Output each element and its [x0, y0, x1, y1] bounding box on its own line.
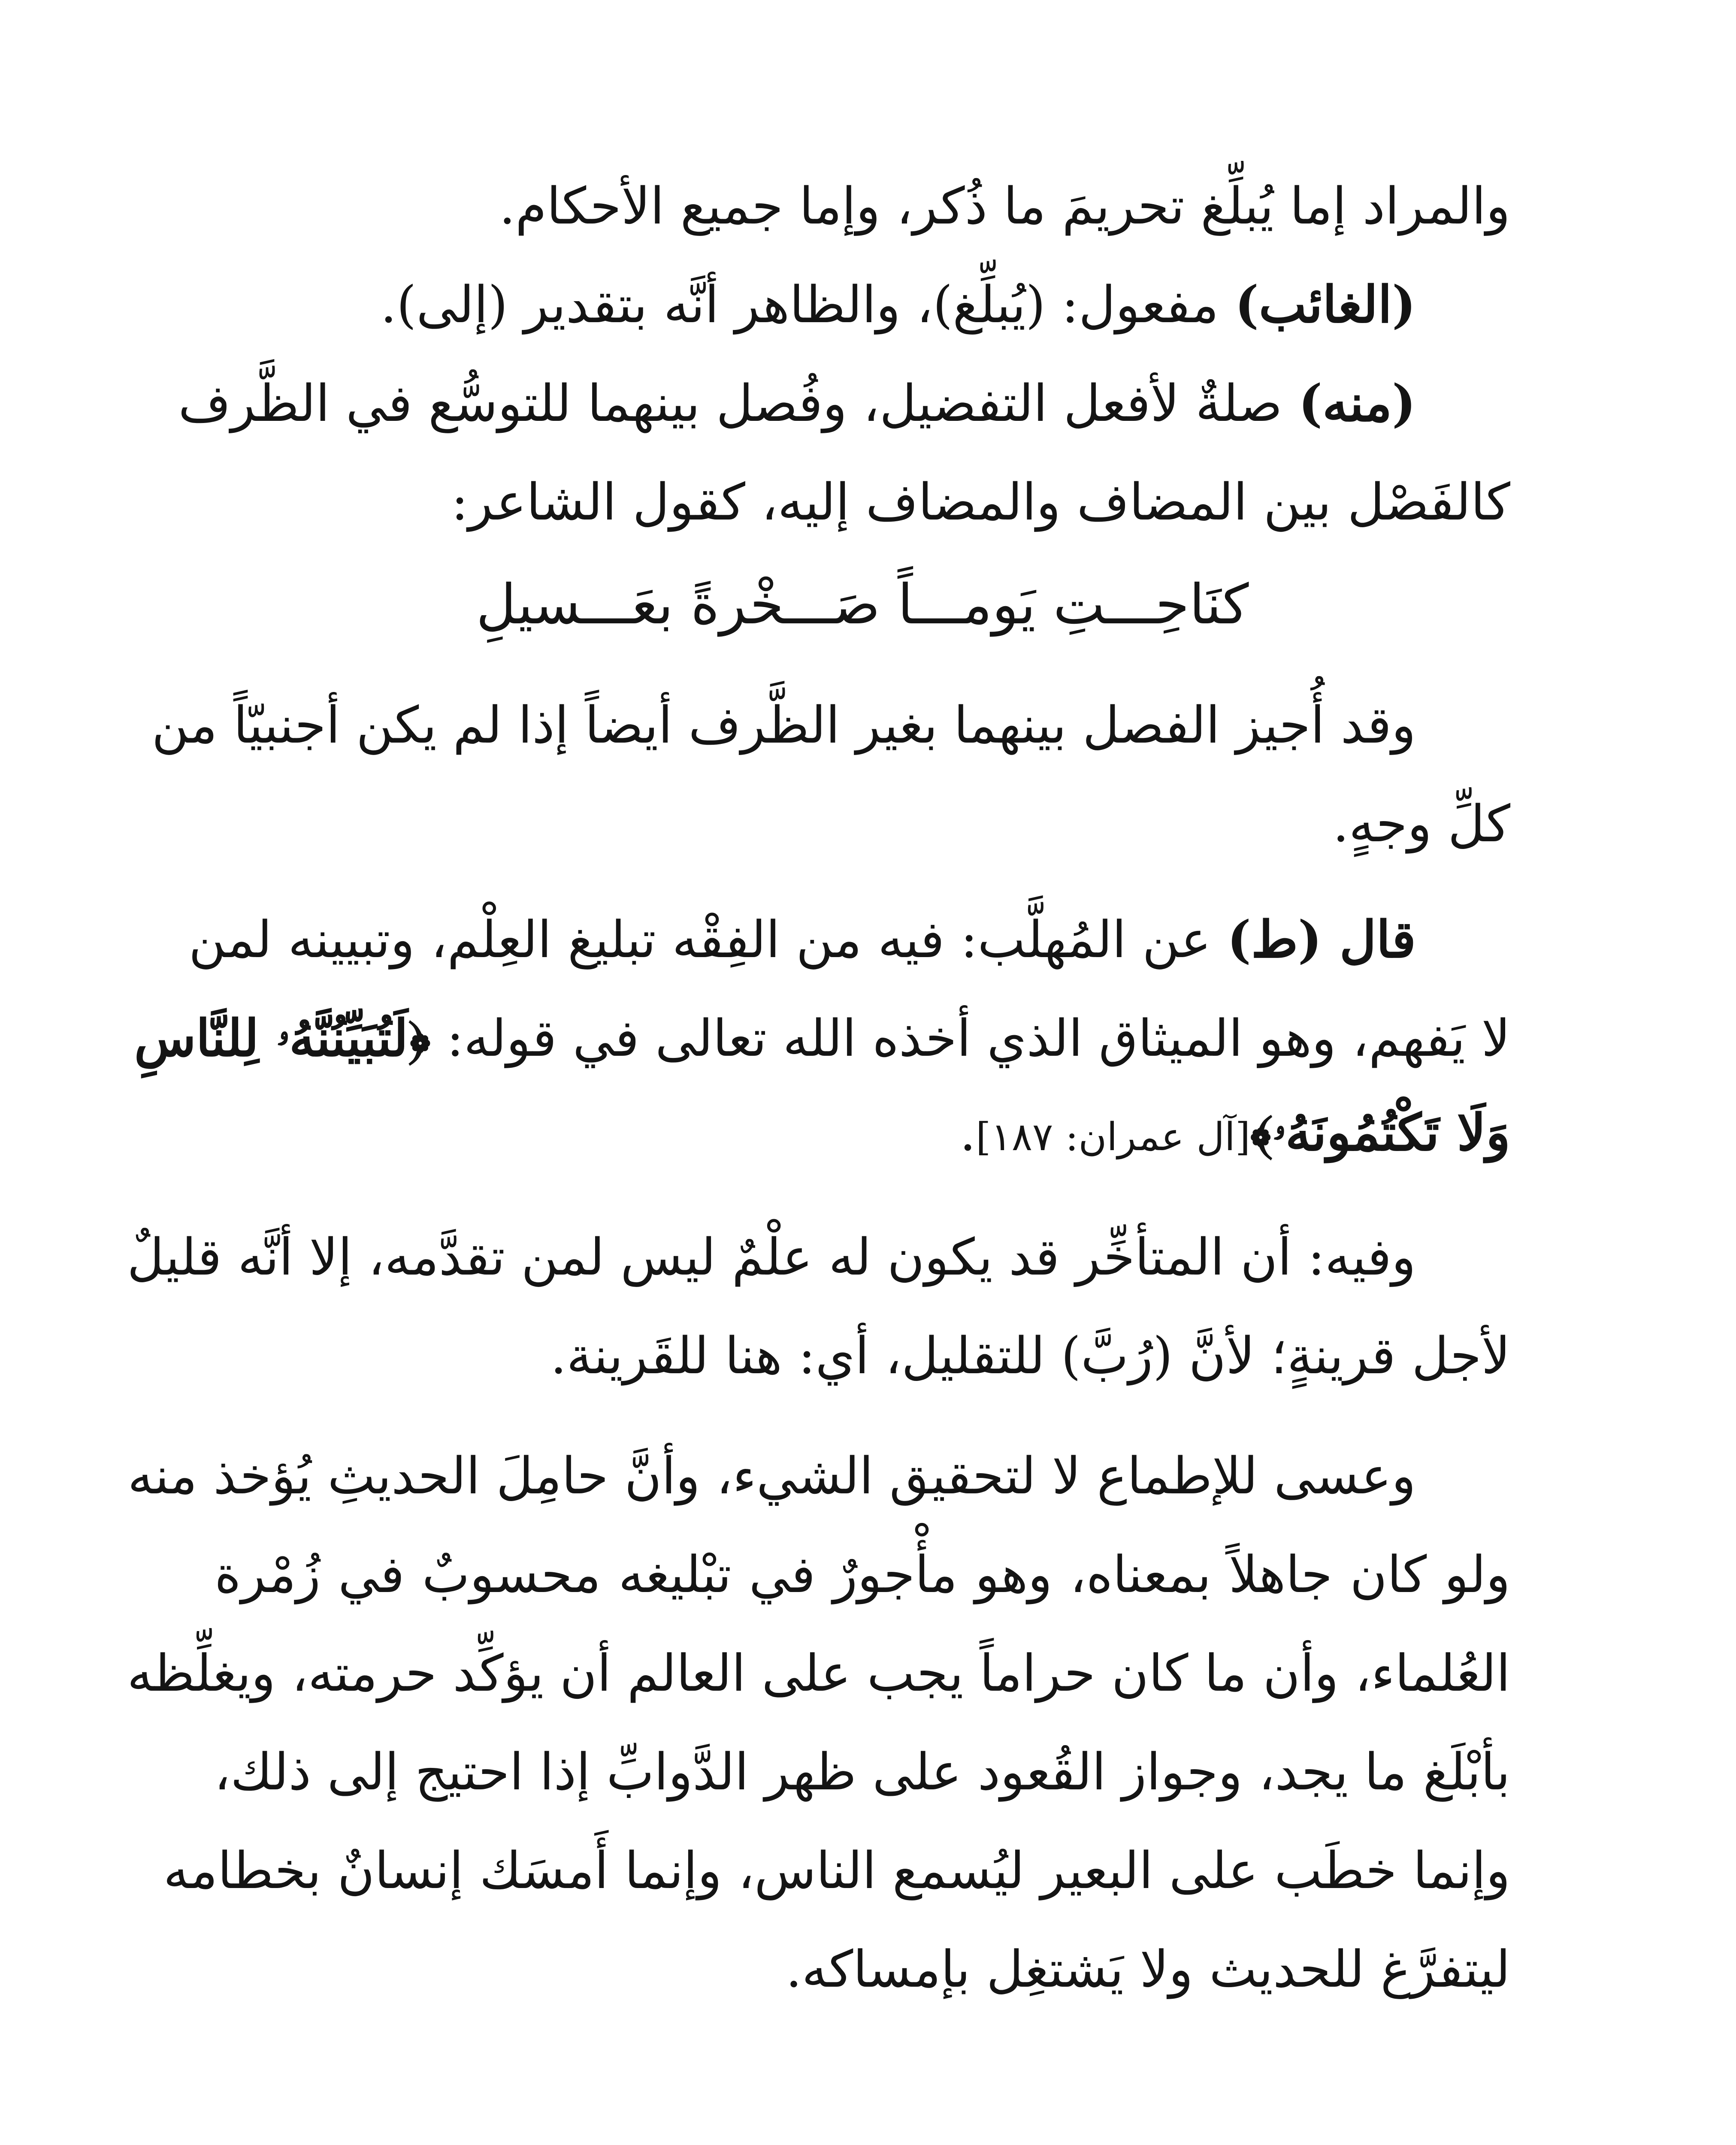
text-line: [215, 262, 1510, 347]
line-text: صلةٌ لأفعل التفضيل، وفُصل بينهما للتوسُّع في الظَّرف: [178, 374, 1299, 433]
line-text: كالفَصْل بين المضاف والمضاف إليه، كقول الشاعر:: [451, 472, 1510, 532]
text-line: [215, 1313, 1510, 1399]
line-text: لا يَفهم، وهو الميثاق الذي أخذه الله تعالى في قوله:: [430, 1009, 1510, 1068]
line-text: بأبْلَغ ما يجد، وجواز القُعود على ظهر الدَّوابِّ إذا احتيج إلى ذلك،: [214, 1742, 1510, 1801]
text-line: [188, 897, 1510, 982]
text-line: [215, 1926, 1510, 2012]
bold-term: قال (ط): [1227, 909, 1416, 969]
quran-verse: ﴿لَتُبَيِّنُنَّهُۥ لِلنَّاسِ: [134, 1008, 431, 1068]
line-text: .: [959, 1103, 976, 1162]
line-text: العُلماء، وأن ما كان حراماً يجب على العالم أن يؤكِّد حرمته، ويغلِّظه: [127, 1643, 1510, 1703]
line-text: كلِّ وجهٍ.: [1333, 794, 1510, 853]
bold-term: (الغائب): [1235, 275, 1416, 334]
text-line: [127, 1214, 1510, 1300]
text-line: [215, 1090, 1510, 1180]
book-page: [127, 163, 1510, 2145]
text-line: [215, 1729, 1510, 1815]
line-text: ولو كان جاهلاً بمعناه، وهو مأْجورٌ في تبْليغه محسوبٌ في زُمْرة: [215, 1545, 1510, 1604]
line-text: وقد أُجيز الفصل بينهما بغير الظَّرف أيضاً إذا لم يكن أجنبيّاً من: [151, 695, 1416, 755]
text-line: [215, 781, 1510, 867]
line-text: والمراد إما يُبلِّغ تحريمَ ما ذُكر، وإما جميع الأحكام.: [499, 176, 1510, 236]
verse-text: كنَاحِـــتِ يَومـــاً صَـــخْرةً بعَـــسيلِ: [476, 573, 1249, 637]
text-line: [163, 1828, 1510, 1913]
text-line: [215, 459, 1510, 545]
poetry-verse: [215, 562, 1510, 648]
line-text: عن المُهلَّب: فيه من الفِقْه تبليغ العِلْم، وتبيينه لمن: [188, 910, 1228, 969]
text-line: [134, 995, 1510, 1081]
line-text: وإنما خطَب على البعير ليُسمع الناس، وإنما أَمسَك إنسانٌ بخطامه: [163, 1841, 1510, 1900]
text-line: [151, 682, 1510, 768]
line-text: وعسى للإطماع لا لتحقيق الشيء، وأنَّ حامِلَ الحديثِ يُؤخذ منه: [127, 1446, 1416, 1505]
text-line: [178, 360, 1510, 446]
text-line: [127, 1433, 1510, 1519]
text-line: [215, 163, 1510, 249]
text-line: [127, 1630, 1510, 1716]
line-text: ليتفرَّغ للحديث ولا يَشتغِل بإمساكه.: [786, 1940, 1510, 1999]
text-line: [215, 1532, 1510, 1617]
quran-reference: [آل عمران: ١٨٧]: [976, 1115, 1250, 1160]
bold-term: (منه): [1298, 373, 1416, 433]
line-text: وفيه: أن المتأخِّر قد يكون له علْمٌ ليس لمن تقدَّمه، إلا أنَّه قليلٌ: [127, 1227, 1416, 1287]
line-text: مفعول: (يُبلِّغ)، والظاهر أنَّه بتقدير (إلى).: [380, 275, 1235, 334]
quran-verse: وَلَا تَكْتُمُونَهُۥ﴾: [1250, 1103, 1510, 1162]
line-text: لأجل قرينةٍ؛ لأنَّ (رُبَّ) للتقليل، أي: هنا للقَرينة.: [550, 1326, 1510, 1385]
